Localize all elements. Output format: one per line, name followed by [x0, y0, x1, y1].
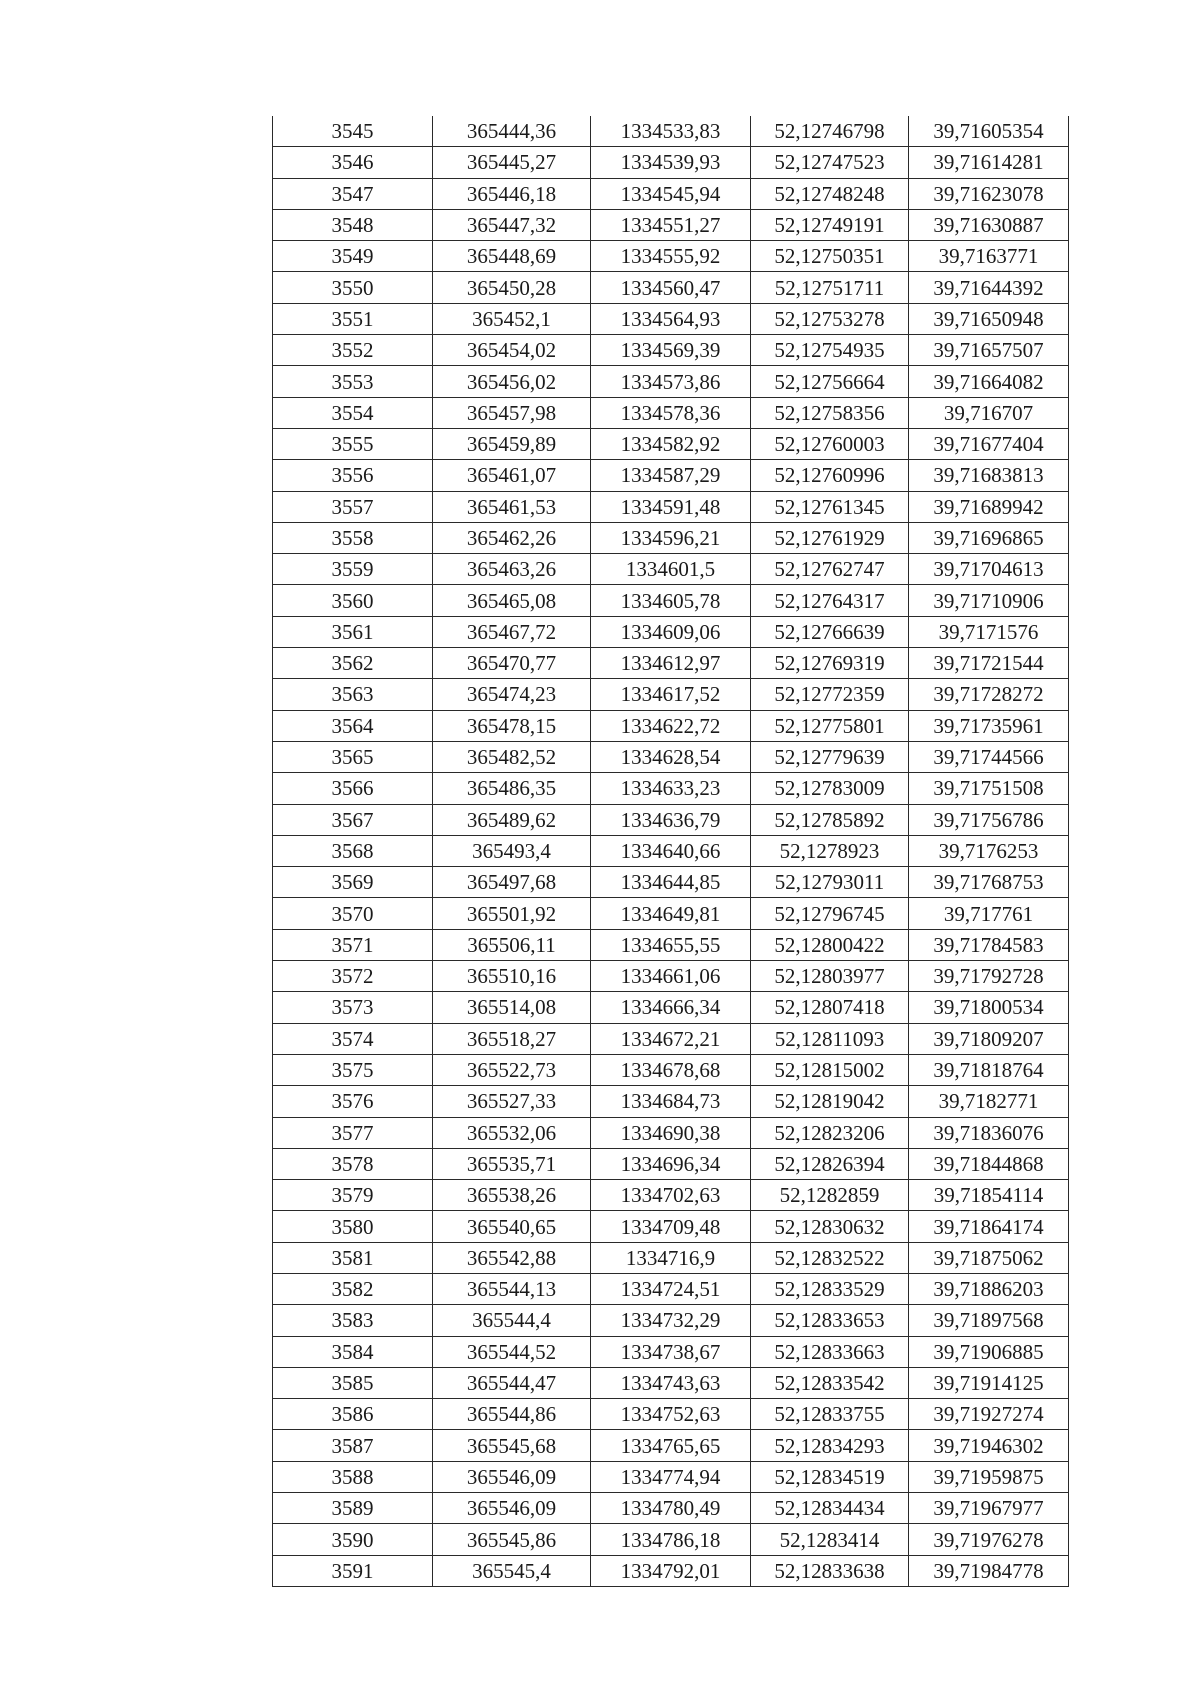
table-row: [273, 1461, 1069, 1492]
latitude-cell: 52,12833653: [751, 1305, 909, 1336]
table-row: [273, 929, 1069, 960]
point-number-cell: 3586: [273, 1399, 433, 1430]
longitude-cell: 39,71689942: [909, 491, 1069, 522]
longitude-cell: 39,71650948: [909, 303, 1069, 334]
latitude-cell: 52,12756664: [751, 366, 909, 397]
y-coordinate-cell: 1334743,63: [591, 1367, 751, 1398]
x-coordinate-cell: 365546,09: [433, 1493, 591, 1524]
table-row: [273, 116, 1069, 147]
y-coordinate-cell: 1334661,06: [591, 961, 751, 992]
table-row: [273, 241, 1069, 272]
table-row: [273, 1493, 1069, 1524]
y-coordinate-cell: 1334612,97: [591, 648, 751, 679]
longitude-cell: 39,71756786: [909, 804, 1069, 835]
point-number-cell: 3551: [273, 303, 433, 334]
point-number-cell: 3564: [273, 710, 433, 741]
longitude-cell: 39,71664082: [909, 366, 1069, 397]
longitude-cell: 39,71630887: [909, 209, 1069, 240]
y-coordinate-cell: 1334709,48: [591, 1211, 751, 1242]
y-coordinate-cell: 1334732,29: [591, 1305, 751, 1336]
x-coordinate-cell: 365461,07: [433, 460, 591, 491]
longitude-cell: 39,7171576: [909, 616, 1069, 647]
table-row: [273, 710, 1069, 741]
point-number-cell: 3555: [273, 428, 433, 459]
longitude-cell: 39,71728272: [909, 679, 1069, 710]
point-number-cell: 3558: [273, 522, 433, 553]
point-number-cell: 3572: [273, 961, 433, 992]
x-coordinate-cell: 365540,65: [433, 1211, 591, 1242]
point-number-cell: 3565: [273, 741, 433, 772]
y-coordinate-cell: 1334644,85: [591, 867, 751, 898]
point-number-cell: 3573: [273, 992, 433, 1023]
point-number-cell: 3576: [273, 1086, 433, 1117]
longitude-cell: 39,7182771: [909, 1086, 1069, 1117]
latitude-cell: 52,12772359: [751, 679, 909, 710]
y-coordinate-cell: 1334633,23: [591, 773, 751, 804]
point-number-cell: 3547: [273, 178, 433, 209]
x-coordinate-cell: 365462,26: [433, 522, 591, 553]
x-coordinate-cell: 365474,23: [433, 679, 591, 710]
latitude-cell: 52,12834293: [751, 1430, 909, 1461]
y-coordinate-cell: 1334596,21: [591, 522, 751, 553]
longitude-cell: 39,7176253: [909, 835, 1069, 866]
longitude-cell: 39,71644392: [909, 272, 1069, 303]
table-row: [273, 1023, 1069, 1054]
y-coordinate-cell: 1334533,83: [591, 116, 751, 147]
longitude-cell: 39,71984778: [909, 1555, 1069, 1586]
table-row: [273, 1336, 1069, 1367]
latitude-cell: 52,12803977: [751, 961, 909, 992]
point-number-cell: 3570: [273, 898, 433, 929]
table-row: [273, 1242, 1069, 1273]
x-coordinate-cell: 365467,72: [433, 616, 591, 647]
latitude-cell: 52,12800422: [751, 929, 909, 960]
latitude-cell: 52,12753278: [751, 303, 909, 334]
x-coordinate-cell: 365445,27: [433, 147, 591, 178]
latitude-cell: 52,12783009: [751, 773, 909, 804]
point-number-cell: 3574: [273, 1023, 433, 1054]
latitude-cell: 52,12833542: [751, 1367, 909, 1398]
point-number-cell: 3587: [273, 1430, 433, 1461]
table-row: [273, 1273, 1069, 1304]
y-coordinate-cell: 1334582,92: [591, 428, 751, 459]
table-row: [273, 147, 1069, 178]
table-row: [273, 272, 1069, 303]
latitude-cell: 52,12819042: [751, 1086, 909, 1117]
latitude-cell: 52,12826394: [751, 1148, 909, 1179]
latitude-cell: 52,12746798: [751, 116, 909, 147]
x-coordinate-cell: 365452,1: [433, 303, 591, 334]
table-row: [273, 209, 1069, 240]
y-coordinate-cell: 1334628,54: [591, 741, 751, 772]
longitude-cell: 39,71704613: [909, 554, 1069, 585]
longitude-cell: 39,71897568: [909, 1305, 1069, 1336]
longitude-cell: 39,71906885: [909, 1336, 1069, 1367]
point-number-cell: 3549: [273, 241, 433, 272]
x-coordinate-cell: 365545,68: [433, 1430, 591, 1461]
latitude-cell: 52,12775801: [751, 710, 909, 741]
longitude-cell: 39,71710906: [909, 585, 1069, 616]
latitude-cell: 52,12748248: [751, 178, 909, 209]
latitude-cell: 52,12823206: [751, 1117, 909, 1148]
point-number-cell: 3548: [273, 209, 433, 240]
point-number-cell: 3585: [273, 1367, 433, 1398]
x-coordinate-cell: 365542,88: [433, 1242, 591, 1273]
latitude-cell: 52,1278923: [751, 835, 909, 866]
y-coordinate-cell: 1334587,29: [591, 460, 751, 491]
y-coordinate-cell: 1334605,78: [591, 585, 751, 616]
x-coordinate-cell: 365465,08: [433, 585, 591, 616]
latitude-cell: 52,12834519: [751, 1461, 909, 1492]
y-coordinate-cell: 1334555,92: [591, 241, 751, 272]
point-number-cell: 3568: [273, 835, 433, 866]
x-coordinate-cell: 365544,86: [433, 1399, 591, 1430]
table-row: [273, 554, 1069, 585]
x-coordinate-cell: 365447,32: [433, 209, 591, 240]
point-number-cell: 3556: [273, 460, 433, 491]
y-coordinate-cell: 1334702,63: [591, 1180, 751, 1211]
x-coordinate-cell: 365444,36: [433, 116, 591, 147]
longitude-cell: 39,71768753: [909, 867, 1069, 898]
point-number-cell: 3584: [273, 1336, 433, 1367]
x-coordinate-cell: 365497,68: [433, 867, 591, 898]
y-coordinate-cell: 1334649,81: [591, 898, 751, 929]
table-row: [273, 335, 1069, 366]
y-coordinate-cell: 1334716,9: [591, 1242, 751, 1273]
point-number-cell: 3579: [273, 1180, 433, 1211]
table-row: [273, 679, 1069, 710]
x-coordinate-cell: 365518,27: [433, 1023, 591, 1054]
x-coordinate-cell: 365527,33: [433, 1086, 591, 1117]
y-coordinate-cell: 1334564,93: [591, 303, 751, 334]
point-number-cell: 3588: [273, 1461, 433, 1492]
point-number-cell: 3577: [273, 1117, 433, 1148]
latitude-cell: 52,12751711: [751, 272, 909, 303]
x-coordinate-cell: 365493,4: [433, 835, 591, 866]
longitude-cell: 39,71844868: [909, 1148, 1069, 1179]
y-coordinate-cell: 1334666,34: [591, 992, 751, 1023]
longitude-cell: 39,71784583: [909, 929, 1069, 960]
point-number-cell: 3578: [273, 1148, 433, 1179]
table-row: [273, 898, 1069, 929]
longitude-cell: 39,71800534: [909, 992, 1069, 1023]
x-coordinate-cell: 365454,02: [433, 335, 591, 366]
y-coordinate-cell: 1334655,55: [591, 929, 751, 960]
latitude-cell: 52,12779639: [751, 741, 909, 772]
latitude-cell: 52,12807418: [751, 992, 909, 1023]
table-row: [273, 992, 1069, 1023]
point-number-cell: 3545: [273, 116, 433, 147]
longitude-cell: 39,71721544: [909, 648, 1069, 679]
table-row: [273, 303, 1069, 334]
x-coordinate-cell: 365448,69: [433, 241, 591, 272]
latitude-cell: 52,12793011: [751, 867, 909, 898]
table-row: [273, 178, 1069, 209]
x-coordinate-cell: 365478,15: [433, 710, 591, 741]
point-number-cell: 3561: [273, 616, 433, 647]
longitude-cell: 39,71959875: [909, 1461, 1069, 1492]
x-coordinate-cell: 365510,16: [433, 961, 591, 992]
longitude-cell: 39,71744566: [909, 741, 1069, 772]
point-number-cell: 3559: [273, 554, 433, 585]
longitude-cell: 39,71623078: [909, 178, 1069, 209]
latitude-cell: 52,12760996: [751, 460, 909, 491]
point-number-cell: 3560: [273, 585, 433, 616]
table-row: [273, 804, 1069, 835]
x-coordinate-cell: 365532,06: [433, 1117, 591, 1148]
latitude-cell: 52,12796745: [751, 898, 909, 929]
y-coordinate-cell: 1334780,49: [591, 1493, 751, 1524]
longitude-cell: 39,71836076: [909, 1117, 1069, 1148]
longitude-cell: 39,71927274: [909, 1399, 1069, 1430]
y-coordinate-cell: 1334609,06: [591, 616, 751, 647]
x-coordinate-cell: 365461,53: [433, 491, 591, 522]
longitude-cell: 39,71854114: [909, 1180, 1069, 1211]
table-row: [273, 773, 1069, 804]
longitude-cell: 39,71735961: [909, 710, 1069, 741]
point-number-cell: 3581: [273, 1242, 433, 1273]
y-coordinate-cell: 1334640,66: [591, 835, 751, 866]
y-coordinate-cell: 1334786,18: [591, 1524, 751, 1555]
y-coordinate-cell: 1334752,63: [591, 1399, 751, 1430]
x-coordinate-cell: 365544,4: [433, 1305, 591, 1336]
longitude-cell: 39,71605354: [909, 116, 1069, 147]
y-coordinate-cell: 1334617,52: [591, 679, 751, 710]
longitude-cell: 39,71614281: [909, 147, 1069, 178]
point-number-cell: 3546: [273, 147, 433, 178]
latitude-cell: 52,12749191: [751, 209, 909, 240]
longitude-cell: 39,71914125: [909, 1367, 1069, 1398]
latitude-cell: 52,12833529: [751, 1273, 909, 1304]
table-row: [273, 585, 1069, 616]
x-coordinate-cell: 365463,26: [433, 554, 591, 585]
table-row: [273, 835, 1069, 866]
table-row: [273, 648, 1069, 679]
y-coordinate-cell: 1334684,73: [591, 1086, 751, 1117]
point-number-cell: 3582: [273, 1273, 433, 1304]
table-row: [273, 1117, 1069, 1148]
point-number-cell: 3590: [273, 1524, 433, 1555]
table-row: [273, 491, 1069, 522]
longitude-cell: 39,71792728: [909, 961, 1069, 992]
table-row: [273, 1367, 1069, 1398]
x-coordinate-cell: 365545,4: [433, 1555, 591, 1586]
x-coordinate-cell: 365489,62: [433, 804, 591, 835]
longitude-cell: 39,71946302: [909, 1430, 1069, 1461]
latitude-cell: 52,12815002: [751, 1054, 909, 1085]
y-coordinate-cell: 1334591,48: [591, 491, 751, 522]
point-number-cell: 3550: [273, 272, 433, 303]
latitude-cell: 52,12761345: [751, 491, 909, 522]
point-number-cell: 3589: [273, 1493, 433, 1524]
x-coordinate-cell: 365544,52: [433, 1336, 591, 1367]
x-coordinate-cell: 365459,89: [433, 428, 591, 459]
latitude-cell: 52,12811093: [751, 1023, 909, 1054]
x-coordinate-cell: 365514,08: [433, 992, 591, 1023]
y-coordinate-cell: 1334545,94: [591, 178, 751, 209]
point-number-cell: 3563: [273, 679, 433, 710]
point-number-cell: 3552: [273, 335, 433, 366]
y-coordinate-cell: 1334578,36: [591, 397, 751, 428]
coordinate-table: [272, 116, 1069, 1587]
table-row: [273, 460, 1069, 491]
coordinate-table-page: [272, 116, 1068, 1587]
point-number-cell: 3567: [273, 804, 433, 835]
x-coordinate-cell: 365506,11: [433, 929, 591, 960]
latitude-cell: 52,12830632: [751, 1211, 909, 1242]
point-number-cell: 3583: [273, 1305, 433, 1336]
latitude-cell: 52,12833755: [751, 1399, 909, 1430]
latitude-cell: 52,12762747: [751, 554, 909, 585]
table-row: [273, 1399, 1069, 1430]
x-coordinate-cell: 365450,28: [433, 272, 591, 303]
table-row: [273, 961, 1069, 992]
y-coordinate-cell: 1334569,39: [591, 335, 751, 366]
longitude-cell: 39,71967977: [909, 1493, 1069, 1524]
y-coordinate-cell: 1334560,47: [591, 272, 751, 303]
table-row: [273, 397, 1069, 428]
y-coordinate-cell: 1334792,01: [591, 1555, 751, 1586]
latitude-cell: 52,12785892: [751, 804, 909, 835]
longitude-cell: 39,71875062: [909, 1242, 1069, 1273]
x-coordinate-cell: 365501,92: [433, 898, 591, 929]
point-number-cell: 3575: [273, 1054, 433, 1085]
longitude-cell: 39,71677404: [909, 428, 1069, 459]
x-coordinate-cell: 365470,77: [433, 648, 591, 679]
table-row: [273, 1555, 1069, 1586]
coordinate-table-body: [273, 116, 1069, 1586]
latitude-cell: 52,12833638: [751, 1555, 909, 1586]
latitude-cell: 52,12754935: [751, 335, 909, 366]
table-row: [273, 1524, 1069, 1555]
y-coordinate-cell: 1334774,94: [591, 1461, 751, 1492]
y-coordinate-cell: 1334678,68: [591, 1054, 751, 1085]
table-row: [273, 366, 1069, 397]
x-coordinate-cell: 365544,47: [433, 1367, 591, 1398]
table-row: [273, 1086, 1069, 1117]
table-row: [273, 616, 1069, 647]
table-row: [273, 867, 1069, 898]
longitude-cell: 39,7163771: [909, 241, 1069, 272]
y-coordinate-cell: 1334573,86: [591, 366, 751, 397]
table-row: [273, 428, 1069, 459]
longitude-cell: 39,71864174: [909, 1211, 1069, 1242]
point-number-cell: 3591: [273, 1555, 433, 1586]
table-row: [273, 1305, 1069, 1336]
x-coordinate-cell: 365535,71: [433, 1148, 591, 1179]
point-number-cell: 3553: [273, 366, 433, 397]
y-coordinate-cell: 1334690,38: [591, 1117, 751, 1148]
latitude-cell: 52,12833663: [751, 1336, 909, 1367]
latitude-cell: 52,1282859: [751, 1180, 909, 1211]
x-coordinate-cell: 365544,13: [433, 1273, 591, 1304]
table-row: [273, 1211, 1069, 1242]
longitude-cell: 39,716707: [909, 397, 1069, 428]
latitude-cell: 52,12769319: [751, 648, 909, 679]
table-row: [273, 741, 1069, 772]
latitude-cell: 52,1283414: [751, 1524, 909, 1555]
y-coordinate-cell: 1334696,34: [591, 1148, 751, 1179]
longitude-cell: 39,71683813: [909, 460, 1069, 491]
latitude-cell: 52,12834434: [751, 1493, 909, 1524]
latitude-cell: 52,12758356: [751, 397, 909, 428]
longitude-cell: 39,71976278: [909, 1524, 1069, 1555]
longitude-cell: 39,71886203: [909, 1273, 1069, 1304]
y-coordinate-cell: 1334724,51: [591, 1273, 751, 1304]
x-coordinate-cell: 365482,52: [433, 741, 591, 772]
longitude-cell: 39,71696865: [909, 522, 1069, 553]
longitude-cell: 39,717761: [909, 898, 1069, 929]
x-coordinate-cell: 365446,18: [433, 178, 591, 209]
latitude-cell: 52,12761929: [751, 522, 909, 553]
x-coordinate-cell: 365522,73: [433, 1054, 591, 1085]
latitude-cell: 52,12832522: [751, 1242, 909, 1273]
x-coordinate-cell: 365457,98: [433, 397, 591, 428]
point-number-cell: 3571: [273, 929, 433, 960]
table-row: [273, 1180, 1069, 1211]
longitude-cell: 39,71751508: [909, 773, 1069, 804]
longitude-cell: 39,71818764: [909, 1054, 1069, 1085]
point-number-cell: 3554: [273, 397, 433, 428]
point-number-cell: 3566: [273, 773, 433, 804]
point-number-cell: 3580: [273, 1211, 433, 1242]
y-coordinate-cell: 1334672,21: [591, 1023, 751, 1054]
y-coordinate-cell: 1334636,79: [591, 804, 751, 835]
point-number-cell: 3562: [273, 648, 433, 679]
x-coordinate-cell: 365546,09: [433, 1461, 591, 1492]
latitude-cell: 52,12764317: [751, 585, 909, 616]
latitude-cell: 52,12747523: [751, 147, 909, 178]
latitude-cell: 52,12750351: [751, 241, 909, 272]
x-coordinate-cell: 365486,35: [433, 773, 591, 804]
point-number-cell: 3569: [273, 867, 433, 898]
latitude-cell: 52,12766639: [751, 616, 909, 647]
y-coordinate-cell: 1334601,5: [591, 554, 751, 585]
x-coordinate-cell: 365456,02: [433, 366, 591, 397]
y-coordinate-cell: 1334765,65: [591, 1430, 751, 1461]
table-row: [273, 522, 1069, 553]
y-coordinate-cell: 1334551,27: [591, 209, 751, 240]
y-coordinate-cell: 1334622,72: [591, 710, 751, 741]
table-row: [273, 1148, 1069, 1179]
latitude-cell: 52,12760003: [751, 428, 909, 459]
longitude-cell: 39,71657507: [909, 335, 1069, 366]
x-coordinate-cell: 365545,86: [433, 1524, 591, 1555]
y-coordinate-cell: 1334539,93: [591, 147, 751, 178]
table-row: [273, 1430, 1069, 1461]
x-coordinate-cell: 365538,26: [433, 1180, 591, 1211]
point-number-cell: 3557: [273, 491, 433, 522]
table-row: [273, 1054, 1069, 1085]
longitude-cell: 39,71809207: [909, 1023, 1069, 1054]
y-coordinate-cell: 1334738,67: [591, 1336, 751, 1367]
